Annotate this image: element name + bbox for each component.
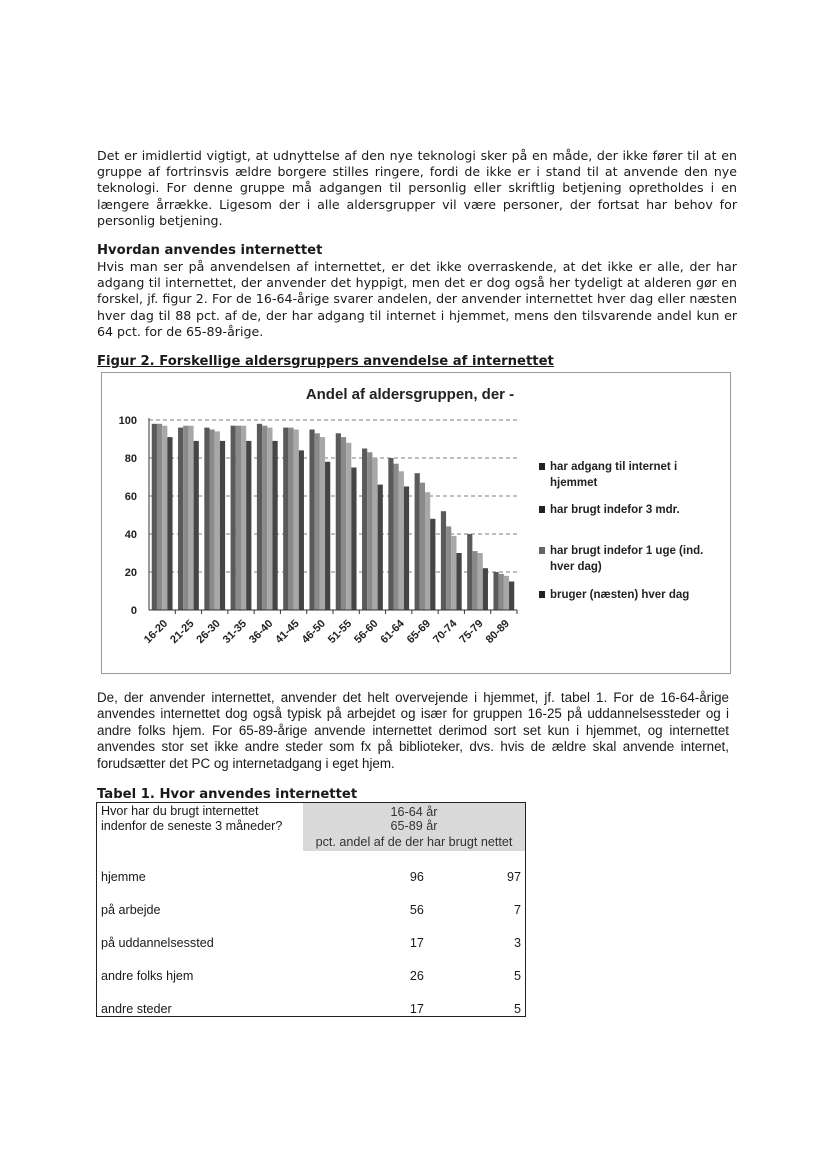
bar <box>456 553 461 610</box>
bar <box>341 437 346 610</box>
bar <box>451 536 456 610</box>
bar <box>188 426 193 610</box>
table-row <box>97 917 526 950</box>
row-value-16-64: 96 <box>409 870 424 884</box>
bar <box>178 428 183 610</box>
x-tick-label: 31-35 <box>220 617 250 647</box>
bar <box>204 428 209 610</box>
bar <box>362 449 367 611</box>
x-tick-label: 51-55 <box>325 617 355 647</box>
bar <box>272 441 277 610</box>
legend-label: bruger (næsten) hver dag <box>550 589 690 601</box>
x-tick-label: 61-64 <box>378 617 407 647</box>
x-tick-label: 80-89 <box>483 617 512 647</box>
bar <box>283 428 288 610</box>
y-tick-label: 80 <box>124 453 137 465</box>
bar <box>372 458 377 610</box>
after-figure-paragraph: De, der anvender internettet, anvender det helt overvejende i hjemmet, jf. tabel 1. For de 16-64-årige anvendes internettet dog også typisk på arbejdet og især for gruppen 16-25 på uddannelsessteder og i andre folks hjem. For 65-89-årige anvende internettet derimod sort set kun i hjemmet, og internettet anvendes stor set ikke andre steder som fx på biblioteker, dvs. hvis de ældre skal anvende internet, forudsætter det PC og internetadgang i eget hjem. <box>97 690 729 771</box>
row-value-65-89: 3 <box>513 936 521 950</box>
table-row <box>97 851 526 884</box>
table-title: Tabel 1. Hvor anvendes internettet <box>97 787 358 802</box>
row-label: på uddannelsessted <box>101 936 214 950</box>
bar <box>478 553 483 610</box>
legend-label: hjemmet <box>550 477 598 489</box>
bar <box>388 458 393 610</box>
bar <box>378 485 383 610</box>
row-label: andre folks hjem <box>101 969 194 983</box>
table-header-row <box>97 803 526 834</box>
table-col-65-89: 65-89 år <box>390 819 438 833</box>
bar <box>231 426 236 610</box>
legend-swatch <box>539 463 545 470</box>
figure-title: Figur 2. Forskellige aldersgruppers anvendelse af internettet <box>97 354 554 369</box>
bar <box>215 431 220 610</box>
row-value-16-64: 26 <box>409 969 424 983</box>
bar <box>194 441 199 610</box>
x-tick-label: 46-50 <box>299 617 328 647</box>
bar <box>446 526 451 610</box>
bar <box>257 424 262 610</box>
bar <box>320 437 325 610</box>
y-tick-label: 20 <box>124 567 137 579</box>
table-row <box>97 884 526 917</box>
bar <box>288 428 293 610</box>
x-tick-label: 75-79 <box>457 617 486 647</box>
table-question-line2: indenfor de seneste 3 måneder? <box>101 819 283 833</box>
legend-swatch <box>539 591 545 598</box>
bar <box>499 574 504 610</box>
legend-label: har brugt indefor 1 uge (ind. <box>550 545 704 557</box>
bar <box>504 576 509 610</box>
row-value-16-64: 17 <box>409 936 424 950</box>
bar <box>493 572 498 610</box>
bar-chart <box>102 373 732 675</box>
bar <box>183 426 188 610</box>
chart-title: Andel af aldersgruppen, der - <box>305 386 515 403</box>
bar <box>404 487 409 611</box>
bar <box>167 437 172 610</box>
legend-label: hver dag) <box>550 561 602 573</box>
bar <box>267 428 272 610</box>
bar <box>394 464 399 610</box>
bar <box>346 443 351 610</box>
bar <box>294 430 299 611</box>
row-label: på arbejde <box>101 903 161 917</box>
bar <box>430 519 435 610</box>
legend-swatch <box>539 506 545 513</box>
x-tick-label: 41-45 <box>273 617 302 647</box>
row-value-16-64: 17 <box>409 1002 424 1016</box>
row-label: hjemme <box>101 870 146 884</box>
bar <box>210 430 215 611</box>
bar <box>152 424 157 610</box>
table-col-16-64: 16-64 år <box>390 805 438 819</box>
y-tick-label: 40 <box>124 529 137 541</box>
usage-table <box>96 802 526 1017</box>
bar <box>425 492 430 610</box>
row-value-65-89: 5 <box>513 1002 521 1016</box>
table-question-line1: Hvor har du brugt internettet <box>101 804 259 818</box>
bar <box>325 462 330 610</box>
bar <box>351 468 356 611</box>
row-label: andre steder <box>101 1002 172 1016</box>
table-column-headers <box>303 803 526 834</box>
bar <box>367 452 372 610</box>
bar <box>509 582 514 611</box>
bar <box>299 450 304 610</box>
bar <box>467 534 472 610</box>
row-value-65-89: 5 <box>513 969 521 983</box>
bar <box>315 433 320 610</box>
legend-swatch <box>539 547 545 554</box>
bar <box>399 471 404 610</box>
bar <box>415 473 420 610</box>
x-tick-label: 16-20 <box>141 617 171 647</box>
bar <box>309 430 314 611</box>
y-tick-label: 0 <box>130 605 137 617</box>
x-tick-label: 65-69 <box>404 617 434 647</box>
section-paragraph: Hvis man ser på anvendelsen af internettet, er det ikke overraskende, at det ikke er alle, der har adgang til internettet, der anvender det hyppigt, men det er dog også her tydeligt at alderen gør en forskel, jf. figur 2. For de 16-64-årige svarer andelen, der anvender internettet hver dag eller næsten hver dag til 88 pct. af de, der har adgang til internet i hjemmet, mens den tilsvarende andel kun er 64 pct. for de 65-89-årige. <box>97 259 737 339</box>
bar <box>472 551 477 610</box>
bar <box>336 433 341 610</box>
x-tick-label: 36-40 <box>247 617 276 647</box>
row-value-16-64: 56 <box>409 903 424 917</box>
section-heading: Hvordan anvendes internettet <box>97 243 323 258</box>
row-value-65-89: 7 <box>513 903 521 917</box>
legend-label: har brugt indefor 3 mdr. <box>550 504 680 516</box>
legend-label: har adgang til internet i <box>550 461 678 473</box>
table-question <box>97 803 304 852</box>
bar <box>220 441 225 610</box>
x-tick-label: 56-60 <box>352 617 381 647</box>
x-tick-label: 70-74 <box>431 617 460 647</box>
table-subheader: pct. andel af de der har brugt nettet <box>303 833 526 851</box>
x-tick-label: 21-25 <box>168 617 197 647</box>
bar <box>236 426 241 610</box>
x-tick-label: 26-30 <box>194 617 223 647</box>
table-row <box>97 950 526 983</box>
bar <box>483 568 488 610</box>
row-value-65-89: 97 <box>506 870 521 884</box>
bar <box>162 426 167 610</box>
bar <box>157 424 162 610</box>
chart-container <box>101 372 731 674</box>
table-row <box>97 983 526 1017</box>
bar <box>420 483 425 610</box>
y-tick-label: 100 <box>118 415 137 427</box>
y-tick-label: 60 <box>124 491 137 503</box>
bar <box>262 426 267 610</box>
intro-paragraph: Det er imidlertid vigtigt, at udnyttelse af den nye teknologi sker på en måde, der ikke fører til at en gruppe af fortrinsvis ældre borgere stilles ringere, fordi de ikke er i stand til at anvende den nye teknologi. For denne gruppe må adgangen til personlig eller skriftlig betjening opretholdes i en længere årrække. Ligesom der i alle aldersgrupper vil være personer, der fortsat har behov for personlig betjening. <box>97 148 737 228</box>
bar <box>241 426 246 610</box>
bar <box>441 511 446 610</box>
bar <box>246 441 251 610</box>
